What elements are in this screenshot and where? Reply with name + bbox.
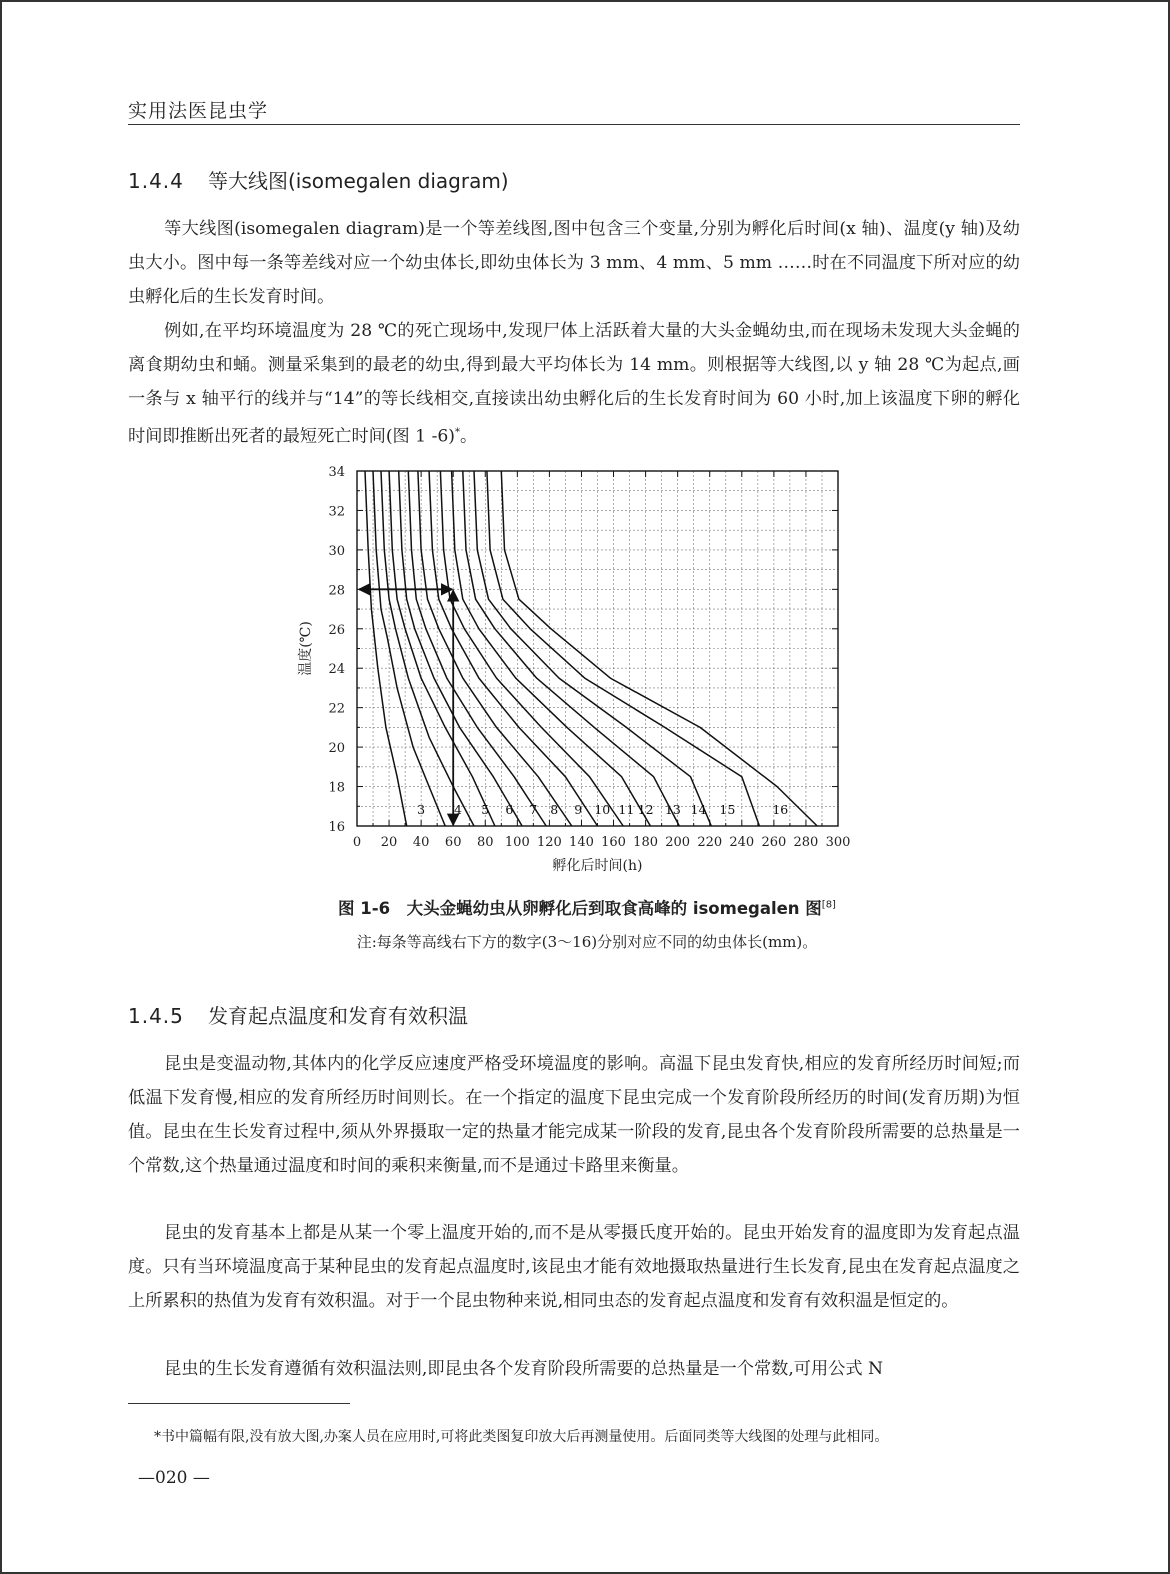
- footnote-mark: *: [455, 427, 461, 438]
- isomegalen-chart: [282, 457, 862, 887]
- isomegalen-label-16: 16: [772, 802, 789, 818]
- paragraph-example-end: 。: [460, 426, 478, 447]
- footnote: *书中篇幅有限,没有放大图,办案人员在应用时,可将此类图复印放大后再测量使用。后面同类等大线图的处理与此相同。: [154, 1429, 889, 1445]
- section-title: 等大线图(isomegalen diagram): [208, 169, 509, 193]
- header-rule: [128, 124, 1020, 125]
- x-axis-label: 孵化后时间(h): [552, 858, 643, 874]
- paragraph-poikilotherm: 昆虫是变温动物,其体内的化学反应速度严格受环境温度的影响。高温下昆虫发育快,相应的发育所经历时间短;而低温下发育慢,相应的发育所经历时间则长。在一个指定的温度下昆虫完成一个发育阶段所经历的时间(发育历期)为恒值。昆虫在生长发育过程中,须从外界摄取一定的热量才能完成某一阶段的发育,昆虫各个发育阶段所需要的总热量是一个常数,这个热量通过温度和时间的乘积来衡量,而不是通过卡路里来衡量。: [128, 1054, 1020, 1176]
- x-tick-label: 60: [444, 835, 462, 850]
- section-heading-1-4-4: [128, 165, 509, 194]
- isomegalen-label-13: 13: [664, 802, 681, 818]
- x-tick-label: 260: [761, 835, 787, 850]
- y-tick-label: 26: [328, 622, 345, 638]
- section-number: 1.4.4: [128, 169, 184, 193]
- x-tick-label: 180: [633, 835, 659, 850]
- x-tick-label: 120: [536, 835, 562, 850]
- x-tick-label: 40: [412, 835, 430, 850]
- x-tick-label: 200: [665, 835, 691, 850]
- y-tick-label: 32: [328, 504, 345, 520]
- x-tick-label: 280: [793, 835, 819, 850]
- paragraph-example: [128, 314, 1020, 454]
- section-title: 发育起点温度和发育有效积温: [208, 1004, 468, 1028]
- running-head: 实用法医昆虫学: [128, 100, 269, 122]
- x-tick-label: 300: [825, 835, 851, 850]
- figure-caption: [2, 895, 1170, 919]
- paragraph-example-text: 例如,在平均环境温度为 28 ℃的死亡现场中,发现尸体上活跃着大量的大头金蝇幼虫,而在现场未发现大头金蝇的离食期幼虫和蛹。测量采集到的最老的幼虫,得到最大平均体长为 14 mm。则根据等大线图,以 y 轴 28 ℃为起点,画一条与 x 轴平行的线并与“14”的等长线相交,直接读出幼虫孵化后的生长发育时间为 60 小时,加上该温度下卵的孵化时间即推断出死者的最短死亡时间(图 1 -6): [128, 321, 1020, 447]
- figure-note: 注:每条等高线右下方的数字(3～16)分别对应不同的幼虫体长(mm)。: [356, 933, 818, 951]
- y-tick-label: 34: [328, 465, 345, 480]
- isomegalen-label-10: 10: [594, 802, 611, 818]
- paragraph-threshold-temperature: 昆虫的发育基本上都是从某一个零上温度开始的,而不是从零摄氏度开始的。昆虫开始发育的温度即为发育起点温度。只有当环境温度高于某种昆虫的发育起点温度时,该昆虫才能有效地摄取热量进行生长发育,昆虫在发育起点温度之上所累积的热值为发育有效积温。对于一个昆虫物种来说,相同虫态的发育起点温度和发育有效积温是恒定的。: [128, 1223, 1020, 1311]
- y-tick-label: 18: [328, 780, 345, 796]
- footnote-rule: [128, 1403, 350, 1404]
- isomegalen-label-15: 15: [719, 802, 736, 818]
- isomegalen-label-9: 9: [574, 802, 583, 818]
- isomegalen-label-12: 12: [637, 802, 654, 818]
- isomegalen-label-3: 3: [417, 802, 426, 818]
- paragraph-effective-temperature-law: 昆虫的生长发育遵循有效积温法则,即昆虫各个发育阶段所需要的总热量是一个常数,可用公式 N: [164, 1359, 884, 1379]
- section-heading-1-4-5: [128, 1000, 468, 1029]
- x-tick-label: 240: [729, 835, 755, 850]
- isomegalen-label-4: 4: [454, 802, 462, 818]
- figure-caption-ref: [8]: [821, 899, 836, 911]
- y-tick-label: 20: [328, 741, 345, 757]
- isomegalen-line-11: [440, 471, 623, 826]
- section-number: 1.4.5: [128, 1004, 184, 1028]
- y-tick-label: 22: [328, 701, 345, 717]
- x-tick-label: 160: [601, 835, 626, 850]
- isomegalen-label-11: 11: [618, 802, 635, 818]
- y-tick-label: 30: [328, 543, 345, 559]
- x-tick-label: 140: [569, 835, 594, 850]
- y-axis-label: 温度(℃): [298, 621, 314, 676]
- x-tick-label: 220: [697, 835, 723, 850]
- isomegalen-label-14: 14: [690, 802, 707, 818]
- isomegalen-label-8: 8: [550, 802, 559, 818]
- y-tick-label: 24: [328, 662, 345, 678]
- isomegalen-label-6: 6: [505, 802, 514, 818]
- figure-caption-text: 图 1-6 大头金蝇幼虫从卵孵化后到取食高峰的 isomegalen 图: [338, 899, 822, 918]
- x-tick-label: 100: [504, 835, 530, 850]
- isomegalen-label-7: 7: [529, 802, 538, 818]
- x-tick-label: 80: [476, 835, 494, 850]
- x-tick-label: 20: [380, 835, 398, 850]
- paragraph-isomegalen-definition: 等大线图(isomegalen diagram)是一个等差线图,图中包含三个变量,分别为孵化后时间(x 轴)、温度(y 轴)及幼虫大小。图中每一条等差线对应一个幼虫体长,即幼虫体长为 3 mm、4 mm、5 mm ……时在不同温度下所对应的幼虫孵化后的生长发育时间。: [128, 219, 1020, 307]
- x-tick-label: 0: [352, 835, 362, 850]
- page-number: —020 —: [138, 1468, 210, 1488]
- y-tick-label: 16: [328, 820, 345, 835]
- isomegalen-label-5: 5: [481, 802, 490, 818]
- y-tick-label: 28: [328, 583, 345, 599]
